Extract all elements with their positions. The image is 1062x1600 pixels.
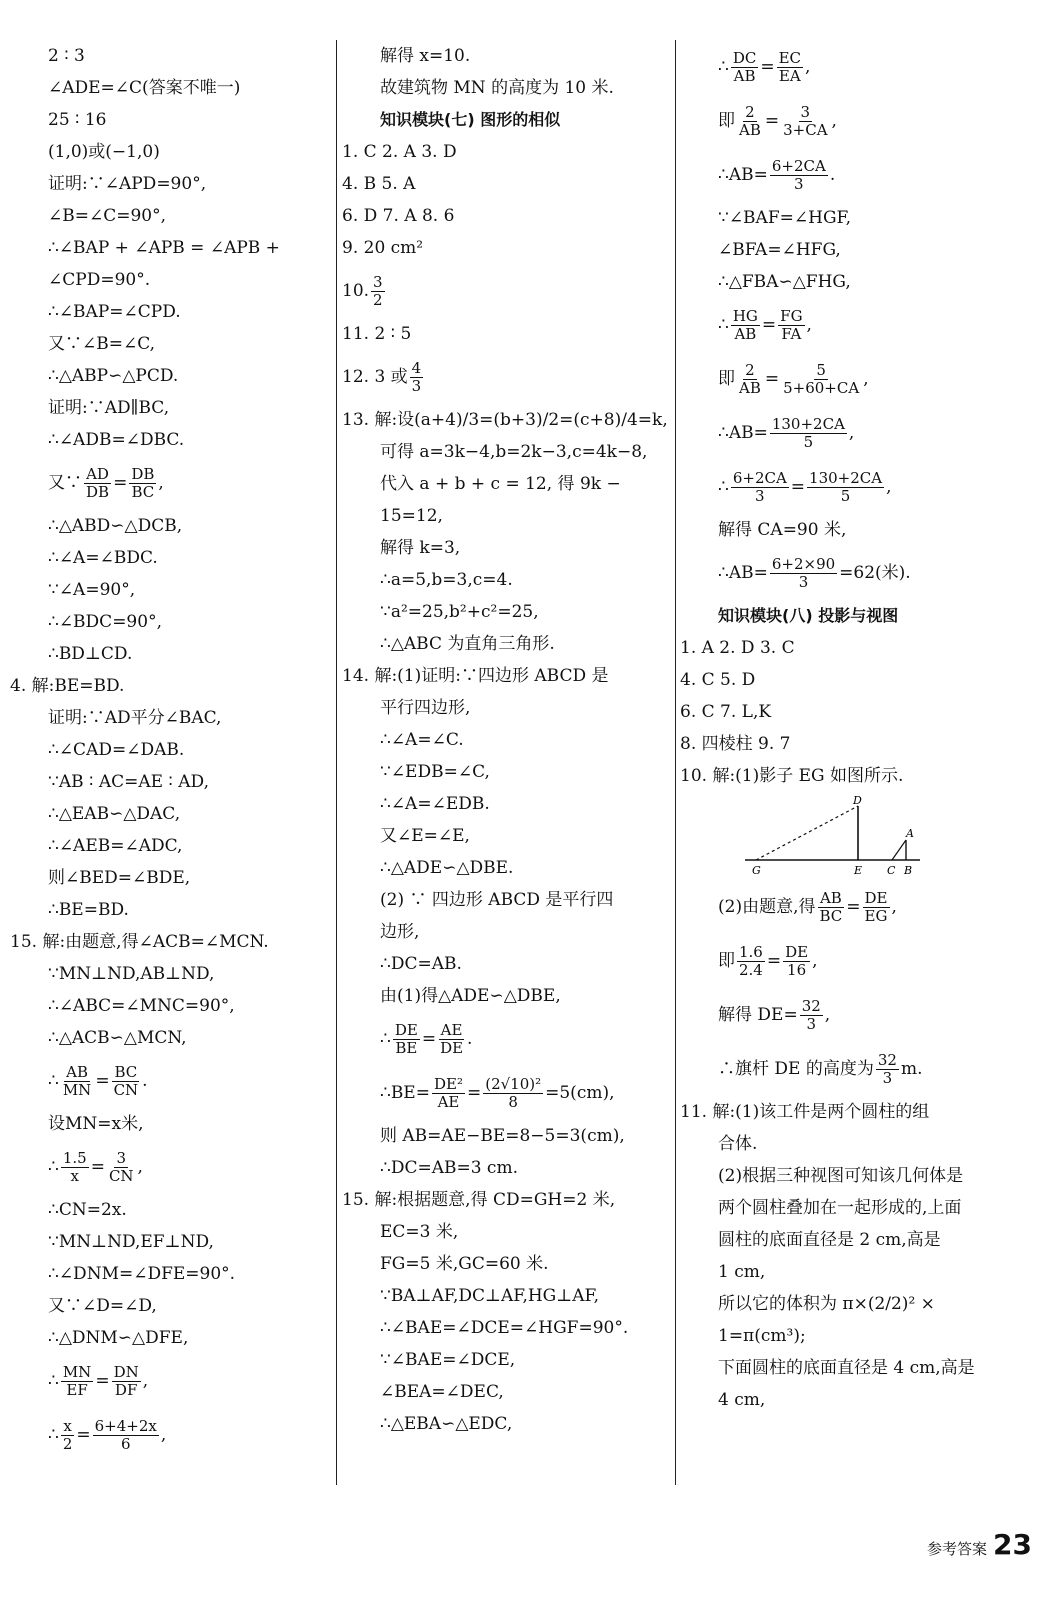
answer-line: ∴∠A=∠C. <box>380 729 464 750</box>
answer-line: (2) ∵ 四边形 ABCD 是平行四 <box>380 889 614 910</box>
answer-line: ∴∠ABC=∠MNC=90°, <box>48 995 235 1016</box>
denominator: 3+CA <box>783 120 828 139</box>
numerator: 5 <box>816 361 826 379</box>
answer-line: ∴△ABC 为直角三角形. <box>380 633 555 654</box>
denominator: EA <box>778 66 801 85</box>
equals-sign: = <box>846 896 861 917</box>
answer-line: ∴∠AEB=∠ADC, <box>48 835 183 856</box>
answer-line: 6. D 7. A 8. 6 <box>342 205 455 226</box>
fraction <box>410 360 424 394</box>
fraction <box>770 158 828 192</box>
answer-line: ∴BD⊥CD. <box>48 643 133 664</box>
text-run: . <box>142 1070 148 1091</box>
answer-line: 又∠E=∠E, <box>380 825 470 846</box>
fraction <box>737 944 765 978</box>
footer-label: 参考答案 <box>927 1540 988 1558</box>
answer-line <box>342 1012 672 1066</box>
text-run: ∴ <box>380 1028 391 1049</box>
answer-line: ∴a=5,b=3,c=4. <box>380 569 513 590</box>
answer-line: (1,0)或(−1,0) <box>48 141 160 162</box>
fraction <box>107 1150 136 1184</box>
answer-line: 11. 2 ∶ 5 <box>342 323 412 344</box>
numerator: DB <box>131 465 155 483</box>
answer-line: ∴△EBA∽△EDC, <box>380 1413 513 1434</box>
fraction <box>731 308 760 342</box>
text-run: , <box>863 368 869 389</box>
text-run: 即 <box>718 110 735 131</box>
fraction <box>817 890 844 924</box>
text-run: , <box>158 472 164 493</box>
answer-line: 1. C 2. A 3. D <box>342 141 457 162</box>
denominator: CN <box>108 1166 134 1185</box>
equals-sign: = <box>766 950 782 971</box>
column-middle <box>342 40 672 1440</box>
denominator: BC <box>131 482 155 501</box>
answer-line: ∴△ABD∽△DCB, <box>48 515 183 536</box>
answer-line <box>680 148 1050 202</box>
text-run: =62(米). <box>839 562 911 583</box>
answer-line: 1=π(cm³); <box>718 1325 806 1346</box>
answer-line: 证明:∵AD∥BC, <box>48 397 170 418</box>
numerator: (2√10)² <box>485 1075 542 1093</box>
numerator: AD <box>86 465 109 483</box>
answer-line: ∠BEA=∠DEC, <box>380 1381 504 1402</box>
fraction <box>737 362 763 396</box>
denominator: 3 <box>798 572 809 591</box>
denominator: AB <box>733 66 756 85</box>
numerator: 130+2CA <box>771 415 845 433</box>
answer-line: 圆柱的底面直径是 2 cm,高是 <box>718 1229 941 1250</box>
answer-line: 15. 解:根据题意,得 CD=GH=2 米, <box>342 1189 616 1210</box>
answer-line: ∴BE=BD. <box>48 899 129 920</box>
answer-line: ∴△ADE∽△DBE. <box>380 857 514 878</box>
section-heading: 知识模块(八) 投影与视图 <box>718 606 899 626</box>
numerator: AB <box>66 1063 88 1081</box>
answer-line: ∵a²=25,b²+c²=25, <box>380 601 539 622</box>
fraction <box>731 470 789 504</box>
numerator: DE <box>864 889 888 907</box>
answer-line <box>680 880 1050 934</box>
text-run: , <box>831 110 837 131</box>
denominator: BE <box>395 1038 418 1057</box>
point-label-c: C <box>887 864 896 877</box>
answer-line: 解得 CA=90 米, <box>718 519 847 540</box>
fraction <box>778 308 804 342</box>
text-run: , <box>886 476 892 497</box>
equals-sign: = <box>764 368 780 389</box>
answer-line: 1. A 2. D 3. C <box>680 637 795 658</box>
point-label-d: D <box>853 794 862 807</box>
equals-sign: = <box>466 1082 482 1103</box>
denominator: AB <box>734 324 757 343</box>
answer-line: ∴∠BAP + ∠APB = ∠APB + <box>48 237 280 258</box>
fraction <box>863 890 890 924</box>
denominator: 3 <box>882 1068 893 1087</box>
numerator: 2 <box>745 103 755 121</box>
answer-line <box>342 1066 672 1120</box>
numerator: 2 <box>745 361 755 379</box>
answer-line <box>10 456 332 510</box>
denominator: 5+60+CA <box>783 378 860 397</box>
answer-line: ∵BA⊥AF,DC⊥AF,HG⊥AF, <box>380 1285 600 1306</box>
answer-line: 6. C 7. L,K <box>680 701 772 722</box>
denominator: 3 <box>411 376 422 395</box>
numerator: DC <box>732 49 757 67</box>
numerator: 1.6 <box>739 943 763 961</box>
denominator: CN <box>113 1080 139 1099</box>
numerator: 32 <box>801 997 821 1015</box>
column-right <box>680 40 1050 1416</box>
numerator: BC <box>114 1063 138 1081</box>
answer-line: ∵MN⊥ND,AB⊥ND, <box>48 963 215 984</box>
denominator: EF <box>66 1380 88 1399</box>
answer-line: ∴∠BDC=90°, <box>48 611 162 632</box>
text-run: , <box>812 950 818 971</box>
equals-sign: = <box>113 472 128 493</box>
equals-sign: = <box>76 1424 91 1445</box>
denominator: 2 <box>62 1434 73 1453</box>
numerator: MN <box>62 1363 92 1381</box>
fraction <box>783 944 810 978</box>
answer-line: 解得 x=10. <box>380 45 471 66</box>
text-run: , <box>142 1370 149 1391</box>
fraction <box>800 998 823 1032</box>
answer-line: 又∵∠D=∠D, <box>48 1295 157 1316</box>
numerator: DE² <box>433 1075 463 1093</box>
numerator: DE <box>785 943 809 961</box>
denominator: 3 <box>806 1014 816 1033</box>
numerator: 130+2CA <box>809 469 883 487</box>
denominator: 5 <box>803 432 814 451</box>
answer-line: 4. 解:BE=BD. <box>10 675 125 696</box>
answer-line: ∵∠BAE=∠DCE, <box>380 1349 516 1370</box>
fraction <box>483 1076 543 1110</box>
column-divider <box>675 40 676 1485</box>
numerator: 6+4+2x <box>94 1417 157 1435</box>
answer-line: 设MN=x米, <box>48 1113 144 1134</box>
answer-line <box>680 406 1050 460</box>
fraction <box>61 1150 89 1184</box>
text-run: ∴ <box>718 476 729 497</box>
denominator: 2 <box>373 290 383 309</box>
equals-sign: = <box>760 56 775 77</box>
answer-line <box>10 1354 332 1408</box>
numerator: EC <box>778 49 802 67</box>
numerator: FG <box>780 307 803 325</box>
denominator: 2.4 <box>739 960 763 979</box>
text-run: . <box>829 164 836 185</box>
shadow-figure <box>740 794 930 878</box>
answer-line: ∴∠DNM=∠DFE=90°. <box>48 1263 236 1284</box>
text-run: ∴ <box>48 1370 59 1391</box>
fraction <box>731 50 759 84</box>
denominator: BC <box>819 906 843 925</box>
equals-sign: = <box>95 1070 110 1091</box>
numerator: DN <box>113 1363 139 1381</box>
numerator: x <box>63 1417 72 1435</box>
text-run: , <box>806 314 812 335</box>
denominator: AB <box>739 120 761 139</box>
answer-line: 证明:∵∠APD=90°, <box>48 173 207 194</box>
answer-line: 则 AB=AE−BE=8−5=3(cm), <box>380 1125 625 1146</box>
answer-line: 4. C 5. D <box>680 669 756 690</box>
numerator: 32 <box>877 1051 897 1069</box>
answer-line: 证明:∵AD平分∠BAC, <box>48 707 222 728</box>
fraction <box>432 1076 465 1110</box>
text-run: m. <box>900 1058 923 1079</box>
denominator: MN <box>62 1080 92 1099</box>
answer-line: 代入 a + b + c = 12, 得 9k − <box>380 473 621 494</box>
fraction <box>371 274 385 308</box>
answer-line: 合体. <box>718 1133 758 1154</box>
text-run: ∴AB= <box>718 422 768 443</box>
point-label-b: B <box>904 864 913 877</box>
fraction <box>876 1052 899 1086</box>
answer-line: 又∵∠B=∠C, <box>48 333 156 354</box>
fraction <box>781 362 861 396</box>
text-run: (2)由题意,得 <box>718 896 816 917</box>
answer-line <box>10 1408 332 1462</box>
denominator: AB <box>739 378 761 397</box>
numerator: 1.5 <box>62 1149 87 1167</box>
answer-line: ∵AB ∶ AC=AE ∶ AD, <box>48 771 209 792</box>
text-run: ∴ <box>48 1070 59 1091</box>
numerator: 3 <box>373 273 383 291</box>
shadow-diagram <box>680 792 1050 880</box>
numerator: 6+2CA <box>771 157 826 175</box>
answer-line: 两个圆柱叠加在一起形成的,上面 <box>718 1197 962 1218</box>
fraction <box>807 470 884 504</box>
answer-line: ∴∠A=∠EDB. <box>380 793 490 814</box>
equals-sign: = <box>764 110 780 131</box>
answer-line <box>680 1042 1050 1096</box>
answer-line: ∴∠BAP=∠CPD. <box>48 301 181 322</box>
answer-line: 4. B 5. A <box>342 173 416 194</box>
answer-line <box>342 264 672 318</box>
point-label-g: G <box>752 864 761 877</box>
answer-line: (2)根据三种视图可知该几何体是 <box>718 1165 964 1186</box>
answer-line <box>680 298 1050 352</box>
text-run: =5(cm), <box>545 1082 615 1103</box>
text-run: 又∵ <box>48 472 82 493</box>
fraction <box>438 1022 465 1056</box>
answer-line: ∠CPD=90°. <box>48 269 151 290</box>
denominator: 3 <box>755 486 765 505</box>
answer-line: 14. 解:(1)证明:∵四边形 ABCD 是 <box>342 665 609 686</box>
answer-line: ∴∠CAD=∠DAB. <box>48 739 185 760</box>
answer-line: 平行四边形, <box>380 697 471 718</box>
numerator: 3 <box>116 1149 127 1167</box>
answer-line: 10. 解:(1)影子 EG 如图所示. <box>680 765 904 786</box>
numerator: 6+2×90 <box>771 555 836 573</box>
answer-line: 8. 四棱柱 9. 7 <box>680 733 791 754</box>
equals-sign: = <box>90 1156 105 1177</box>
numerator: AB <box>819 889 842 907</box>
equals-sign: = <box>421 1028 437 1049</box>
section-heading: 知识模块(七) 图形的相似 <box>380 110 561 130</box>
answer-line: 由(1)得△ADE∽△DBE, <box>380 985 561 1006</box>
answer-line: ∴△DNM∽△DFE, <box>48 1327 189 1348</box>
denominator: EG <box>864 906 888 925</box>
point-label-e: E <box>854 864 863 877</box>
answer-line: ∵∠BAF=∠HGF, <box>718 207 852 228</box>
text-run: , <box>160 1424 167 1445</box>
answer-line: ∴△ACB∽△MCN, <box>48 1027 187 1048</box>
answer-line: 则∠BED=∠BDE, <box>48 867 191 888</box>
denominator: 8 <box>508 1092 518 1111</box>
point-label-a: A <box>906 827 914 840</box>
denominator: 6 <box>120 1434 131 1453</box>
answer-line <box>680 460 1050 514</box>
answer-line: ∴DC=AB. <box>380 953 462 974</box>
fraction <box>61 1418 75 1452</box>
numerator: 3 <box>800 103 811 121</box>
denominator: 16 <box>787 960 807 979</box>
equals-sign: = <box>761 314 777 335</box>
denominator: 3 <box>794 174 804 193</box>
answer-line: 13. 解:设(a+4)/3=(b+3)/2=(c+8)/4=k, <box>342 409 668 430</box>
numerator: DE <box>394 1021 418 1039</box>
column-left <box>10 40 332 1462</box>
text-run: 12. 3 或 <box>342 366 408 387</box>
text-run: ∴ <box>718 56 729 77</box>
answer-line: ∠ADE=∠C(答案不唯一) <box>48 77 241 98</box>
page-footer <box>927 1528 1032 1561</box>
text-run: . <box>467 1028 473 1049</box>
fraction <box>737 104 763 138</box>
answer-line: ∴∠BAE=∠DCE=∠HGF=90°. <box>380 1317 629 1338</box>
answer-line: 2 ∶ 3 <box>48 45 85 66</box>
text-run: ∴ <box>48 1156 59 1177</box>
equals-sign: = <box>95 1370 110 1391</box>
answer-line: ∠B=∠C=90°, <box>48 205 167 226</box>
denominator: DF <box>114 1380 138 1399</box>
answer-line: ∵∠EDB=∠C, <box>380 761 490 782</box>
answer-line <box>680 934 1050 988</box>
answer-line <box>680 352 1050 406</box>
equals-sign: = <box>790 476 806 497</box>
text-run: ∴ <box>48 1424 59 1445</box>
answer-line: ∵∠A=90°, <box>48 579 136 600</box>
fraction <box>61 1364 93 1398</box>
text-run: , <box>137 1156 143 1177</box>
text-run: , <box>824 1004 831 1025</box>
numerator: HG <box>732 307 758 325</box>
answer-line: FG=5 米,GC=60 米. <box>380 1253 549 1274</box>
answer-line: 解得 k=3, <box>380 537 461 558</box>
answer-line <box>680 94 1050 148</box>
numerator: 6+2CA <box>732 469 787 487</box>
text-run: 解得 DE= <box>718 1004 798 1025</box>
text-run: 即 <box>718 950 735 971</box>
fraction <box>61 1064 93 1098</box>
denominator: DB <box>86 482 110 501</box>
text-run: ∴BE= <box>380 1082 430 1103</box>
fraction <box>393 1022 420 1056</box>
numerator: AE <box>440 1021 463 1039</box>
denominator: 5 <box>840 486 851 505</box>
answer-line: ∴∠ADB=∠DBC. <box>48 429 185 450</box>
denominator: x <box>70 1166 79 1185</box>
answer-line <box>10 1140 332 1194</box>
answer-line: 可得 a=3k−4,b=2k−3,c=4k−8, <box>380 441 648 462</box>
answer-line: 故建筑物 MN 的高度为 10 米. <box>380 77 614 98</box>
fraction <box>777 50 803 84</box>
denominator: DE <box>440 1038 464 1057</box>
answer-line: ∵MN⊥ND,EF⊥ND, <box>48 1231 214 1252</box>
answer-line: 15. 解:由题意,得∠ACB=∠MCN. <box>10 931 269 952</box>
answer-line: 4 cm, <box>718 1389 766 1410</box>
text-run: , <box>848 422 855 443</box>
answer-line: 11. 解:(1)该工件是两个圆柱的组 <box>680 1101 930 1122</box>
text-run: , <box>805 56 811 77</box>
fraction <box>129 466 156 500</box>
answer-line: ∴△EAB∽△DAC, <box>48 803 181 824</box>
answer-line <box>680 988 1050 1042</box>
answer-line: 1 cm, <box>718 1261 766 1282</box>
text-run: ∴AB= <box>718 164 768 185</box>
text-run: , <box>891 896 897 917</box>
answer-line <box>680 546 1050 600</box>
denominator: FA <box>781 324 802 343</box>
fraction <box>93 1418 159 1452</box>
answer-line: ∴CN=2x. <box>48 1199 127 1220</box>
answer-line: 边形, <box>380 921 420 942</box>
fraction <box>770 416 847 450</box>
fraction <box>112 1064 141 1098</box>
text-run: 10. <box>342 280 370 301</box>
text-run: ∴ <box>718 314 729 335</box>
answer-line: 所以它的体积为 π×(2/2)² × <box>718 1293 935 1314</box>
sun-ray-gd <box>756 806 858 860</box>
answer-line: EC=3 米, <box>380 1221 459 1242</box>
fraction <box>84 466 111 500</box>
ray-ca <box>892 840 906 860</box>
column-divider <box>336 40 337 1485</box>
fraction <box>770 556 837 590</box>
answer-line: 15=12, <box>380 505 443 526</box>
answer-line: 9. 20 cm² <box>342 237 424 258</box>
answer-line: 下面圆柱的底面直径是 4 cm,高是 <box>718 1357 975 1378</box>
fraction <box>112 1364 141 1398</box>
answer-line: ∠BFA=∠HFG, <box>718 239 841 260</box>
answer-line <box>10 1054 332 1108</box>
page-number: 23 <box>993 1528 1032 1561</box>
answer-line <box>342 350 672 404</box>
answer-line: ∴∠A=∠BDC. <box>48 547 158 568</box>
answer-line: ∴△FBA∽△FHG, <box>718 271 851 292</box>
text-run: 即 <box>718 368 735 389</box>
answer-line: ∴△ABP∽△PCD. <box>48 365 179 386</box>
fraction <box>781 104 829 138</box>
numerator: 4 <box>411 359 422 377</box>
answer-line: ∴DC=AB=3 cm. <box>380 1157 518 1178</box>
text-run: ∴AB= <box>718 562 768 583</box>
text-run: ∴旗杆 DE 的高度为 <box>718 1058 874 1079</box>
answer-line: 25 ∶ 16 <box>48 109 107 130</box>
answer-line <box>680 40 1050 94</box>
denominator: AE <box>437 1092 460 1111</box>
